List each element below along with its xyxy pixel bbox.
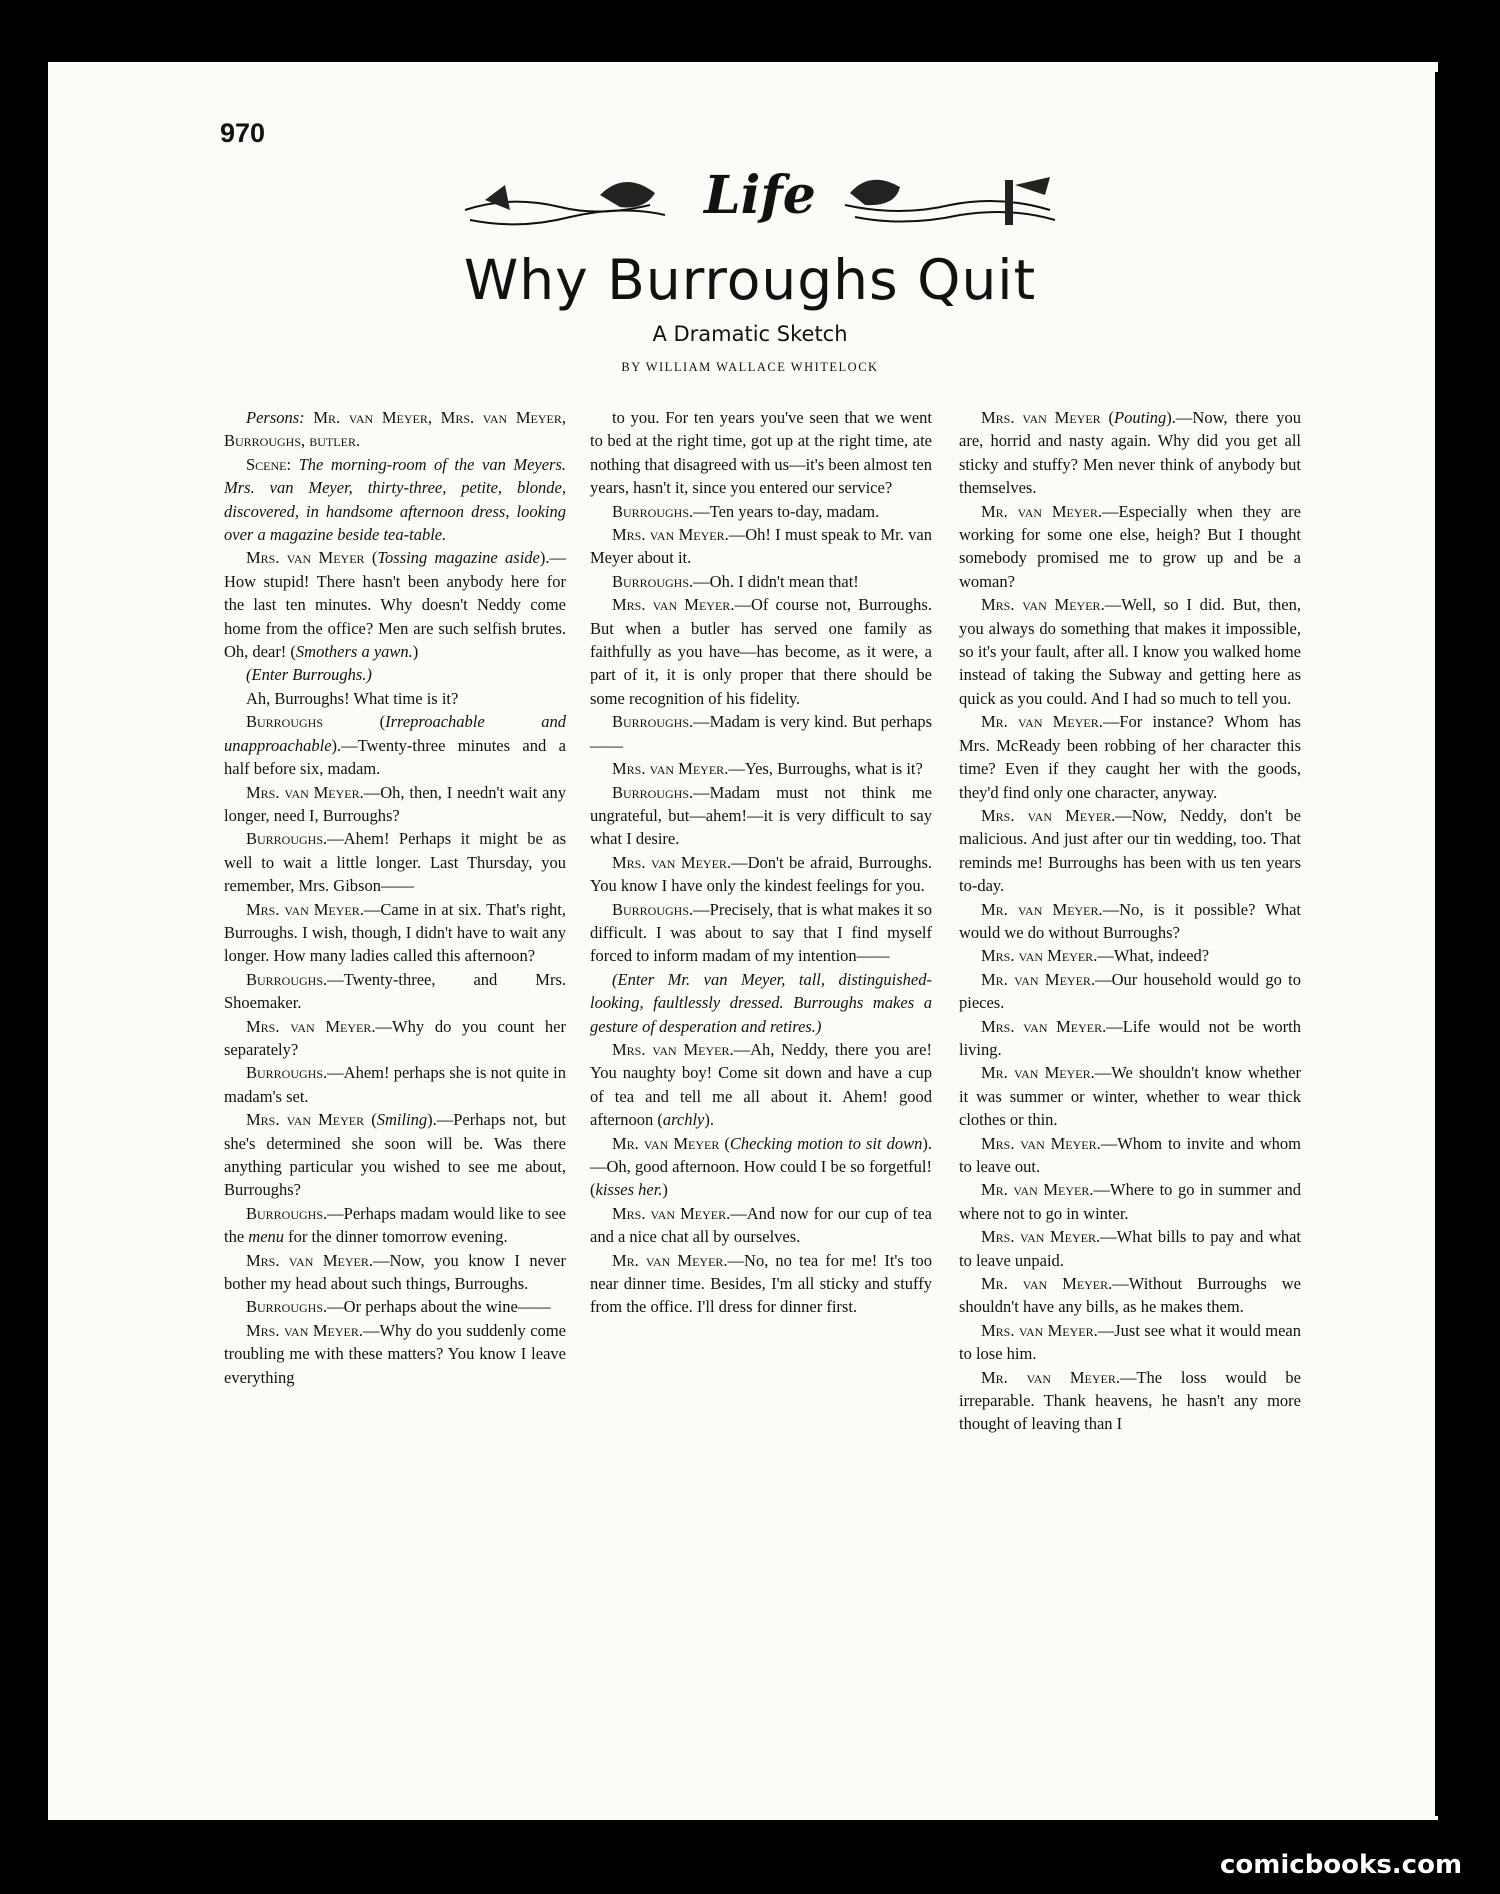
paragraph [224,968,566,1015]
paragraph [224,453,566,547]
text-run: Burroughs [246,1063,324,1083]
text-run: .—Oh! I must speak to Mr. van Meyer about it. [590,525,932,568]
text-run: ).—Twenty-three minutes and a half before six, madam. [224,735,566,779]
paragraph [590,523,932,570]
text-run: Tossing magazine aside [377,548,540,568]
paragraph [590,593,932,710]
paragraph [224,687,566,710]
text-run: (Enter Burroughs.) [246,665,372,685]
text-run: .—No, is it possible? What would we do without Burroughs? [959,899,1301,942]
paragraph [590,1132,932,1202]
text-run: .—Now, Neddy, don't be malicious. And just after our tin wedding, too. That reminds me! Burroughs has been with us ten years to-day. [959,805,1301,896]
text-run: ( [364,548,378,568]
text-run: Mrs. van Meyer [612,852,727,872]
text-run: Mrs. van Meyer [246,899,360,919]
text-run: Mr. van Meyer [612,1133,720,1153]
text-run: .—What, indeed? [1093,946,1210,966]
paragraph [224,1295,566,1318]
text-run: Mrs. van Meyer [246,782,360,802]
text-run: Mrs. van Meyer [246,548,365,568]
text-run: .—Of course not, Burroughs. But when a butler has served one family as faithfully as you have—has become, as it were, a part of it, it is only proper that there should be some recognition of his fidelity. [590,595,932,708]
text-run: Mrs. van Meyer [612,759,725,779]
text-run: Smiling [376,1110,428,1130]
paragraph [959,710,1301,804]
text-run: Burroughs [246,712,324,732]
text-run: .—Don't be afraid, Burroughs. You know I have only the kindest feelings for you. [590,852,932,896]
text-run: , [427,408,441,427]
text-run: .—Now, you know I never bother my head about such things, Burroughs. [224,1250,566,1294]
paragraph [590,781,932,851]
paragraph [959,944,1301,967]
text-run: Pouting [1114,408,1167,427]
watermark: comicbooks.com [1220,1850,1463,1880]
text-run: Irreproachable and unapproachable [224,712,566,755]
paragraph [959,406,1301,500]
text-run: archly [662,1110,705,1130]
paragraph [224,1061,566,1108]
paragraph [590,757,932,780]
paragraph [959,1061,1301,1131]
text-run: .—What bills to pay and what to leave unpaid. [959,1227,1301,1270]
text-run: .—Ahem! Perhaps it might be as well to wait a little longer. Last Thursday, you remember, Mrs. Gibson—— [224,829,566,896]
text-run: .—Life would not be worth living. [959,1016,1301,1059]
article-title: Why Burroughs Quit [463,248,1037,312]
text-run: Burroughs [246,1297,324,1317]
paragraph [590,968,932,1038]
text-run: .—Without Burroughs we shouldn't have any bills, as he makes them. [959,1274,1301,1317]
text-run: Mrs. van Meyer [246,1320,359,1340]
text-run: Smothers a yawn. [295,642,413,662]
paragraph [224,781,566,828]
text-column-2 [590,406,932,1319]
paragraph [590,1038,932,1132]
paragraph [590,710,932,757]
text-run: Mrs. van Meyer [246,1016,372,1036]
text-run: Burroughs [612,782,690,802]
text-run: Burroughs [612,501,690,521]
text-run: Burroughs [224,431,302,451]
paragraph [224,898,566,968]
text-run: Mr. van Meyer [981,1274,1109,1294]
paragraph [224,406,566,453]
text-run: .—Perhaps madam would like to see the [224,1203,566,1247]
text-run: .—Why do you suddenly come troubling me with these matters? You know I leave everything [224,1320,566,1387]
text-run: ) [662,1180,668,1200]
text-run [291,455,299,474]
text-run: .—Well, so I did. But, then, you always do something that makes it impossible, so it's your fault, after all. I know you walked home instead of taking the Subway and getting here as quick as you could. And I had so much to tell you. [959,595,1301,708]
text-run: .—Precisely, that is what makes it so difficult. I was about to say that I find myself forced to inform madam of my intention—— [590,899,932,966]
text-run: to you. For ten years you've seen that we went to bed at the right time, got up at the right time, ate nothing that disagreed with us—it's been almost ten years, hasn't it, since you entered our service? [590,408,932,498]
text-run: ).—How stupid! There hasn't been anybody here for the last ten minutes. Why doesn't Neddy come home from the office? Men are such selfish brutes. Oh, dear! ( [224,548,567,662]
text-run: .—Ahem! perhaps she is not quite in madam's set. [224,1063,566,1106]
text-run: Mr. van Meyer [981,1180,1090,1200]
paragraph [224,827,566,897]
text-run: .—Oh. I didn't mean that! [689,571,859,591]
text-run: .—The loss would be irreparable. Thank heavens, he hasn't any more thought of leaving than I [959,1367,1301,1434]
text-run: Mr. van Meyer [981,712,1099,732]
text-run: .—Came in at six. That's right, Burroughs. I wish, though, I didn't have to wait any longer. How many ladies called this afternoon? [224,899,566,966]
paragraph [224,1249,566,1296]
paragraph [959,593,1301,710]
text-run: Ah, Burroughs! What time is it? [246,688,459,708]
paragraph [959,804,1301,898]
text-run: .—And now for our cup of tea and a nice chat all by ourselves. [590,1203,932,1247]
text-run: Mrs. van Meyer [981,1227,1096,1247]
masthead-life: Life [704,165,816,226]
paragraph [590,1202,932,1249]
text-run: .—Madam is very kind. But perhaps—— [590,712,932,755]
text-run: ). [704,1110,715,1130]
paragraph [959,1015,1301,1062]
paragraph [959,1132,1301,1179]
text-run: Mr. van Meyer [313,408,428,427]
text-run: .—Ah, Neddy, there you are! You naughty boy! Come sit down and have a cup of tea and tell me all about it. Ahem! good afternoon ( [590,1039,932,1130]
text-run: ( [323,712,386,732]
paragraph [590,406,932,500]
text-run: Mrs. van Meyer [612,525,725,545]
paragraph [590,570,932,593]
text-run: , [561,408,566,427]
text-run: Mrs. van Meyer [440,408,562,427]
text-run: Burroughs [612,899,690,919]
text-run: Mr. van Meyer [612,1250,724,1270]
text-run: .—Just see what it would mean to lose him. [959,1320,1301,1364]
paragraph [224,1319,566,1389]
text-run: Mrs. van Meyer [981,595,1101,615]
paragraph [959,968,1301,1015]
text-run: .—Our household would go to pieces. [959,969,1301,1013]
text-run: , [301,431,310,451]
text-run: Burroughs [246,829,324,849]
text-run: Mrs. van Meyer [612,595,731,615]
text-run: kisses her. [595,1180,663,1200]
text-column-1 [224,406,566,1389]
text-run: .—Or perhaps about the wine—— [323,1297,551,1317]
text-run: ).—Now, there you are, horrid and nasty again. Why did you get all sticky and stuffy? Men never think of anybody but themselves. [959,408,1302,498]
text-run: .—Madam must not think me ungrateful, but—ahem!—it is very difficult to say what I desire. [590,782,932,849]
paragraph [959,1225,1301,1272]
text-run: Persons: [246,408,305,427]
text-run: Burroughs [246,1203,324,1223]
text-run: Mr. van Meyer [981,1063,1091,1083]
life-masthead [450,165,1070,245]
paragraph [959,1272,1301,1319]
text-run: ) [412,642,419,662]
text-run: ( [719,1133,730,1153]
paragraph [224,1202,566,1249]
text-run: ( [364,1110,377,1130]
text-run: .—Oh, then, I needn't wait any longer, need I, Burroughs? [224,782,566,825]
text-run: Mrs. van Meyer [246,1250,369,1270]
text-run: Burroughs [246,969,324,989]
text-run: ( [1100,408,1115,427]
page-number: 970 [220,118,266,148]
paragraph [224,1108,566,1202]
text-run: .—Especially when they are working for some one else, heigh? But I thought somebody promised me to grow up and be a woman? [959,501,1301,591]
paragraph [959,1178,1301,1225]
text-run: The morning-room of the van Meyers. Mrs. van Meyer, thirty-three, petite, blonde, discovered, in handsome afternoon dress, looking over a magazine beside tea-table. [224,454,567,545]
text-run: Mrs. van Meyer [246,1110,365,1130]
text-run: Mr. van Meyer [981,1367,1116,1387]
text-run: Scene: [246,454,292,474]
text-run: .—Twenty-three, and Mrs. Shoemaker. [224,969,566,1013]
paragraph [959,1319,1301,1366]
paragraph [590,500,932,523]
text-run: Checking motion to sit down [729,1133,923,1153]
text-run: for the dinner tomorrow evening. [284,1227,508,1247]
facing-page-edge [1432,72,1449,1816]
paragraph [590,898,932,968]
text-run: Mr. van Meyer [981,501,1098,521]
text-run: .—We shouldn't know whether it was summer or winter, whether to wear thick clothes or thin. [959,1063,1301,1130]
text-run: Burroughs [612,571,690,591]
paragraph [224,546,566,663]
paragraph [959,500,1301,594]
text-run: Mrs. van Meyer [612,1039,730,1059]
text-run: .—Yes, Burroughs, what is it? [724,759,923,779]
text-run: .—No, no tea for me! It's too near dinner time. Besides, I'm all sticky and stuffy from the office. I'll dress for dinner first. [590,1250,932,1317]
text-run: .—Why do you count her separately? [224,1016,566,1059]
text-run: .—Whom to invite and whom to leave out. [959,1133,1301,1176]
text-run: Mrs. van Meyer [981,408,1101,427]
paragraph [224,663,566,686]
text-column-3 [959,406,1301,1436]
paragraph [959,898,1301,945]
text-run: .—For instance? Whom has Mrs. McReady been robbing of her character this time? Even if they caught her with the goods, they'd find only one character, anyway. [959,712,1301,802]
text-run: Mrs. van Meyer [612,1203,727,1223]
text-run: Mrs. van Meyer [981,946,1094,966]
paragraph [959,1366,1301,1436]
text-run: ).—Oh, good afternoon. How could I be so forgetful! ( [590,1133,932,1200]
text-run: (Enter Mr. van Meyer, tall, distinguished-looking, faultlessly dressed. Burroughs makes a gesture of desperation and retires.) [590,969,932,1036]
paragraph [590,1249,932,1319]
byline: BY WILLIAM WALLACE WHITELOCK [621,360,879,374]
article-subtitle: A Dramatic Sketch [652,322,848,346]
text-run: butler. [309,431,361,451]
text-run: Burroughs [612,712,690,732]
paragraph [224,1015,566,1062]
text-run: menu [248,1227,285,1247]
text-run: ).—Perhaps not, but she's determined she soon will be. Was there anything particular you wished to see me about, Burroughs? [224,1110,566,1200]
text-run: Mrs. van Meyer [981,1016,1103,1036]
text-run: .—Ten years to-day, madam. [689,501,880,521]
paragraph [590,851,932,898]
text-run: Mr. van Meyer [981,969,1091,989]
text-run: Mr. van Meyer [981,899,1099,919]
text-run: .—Where to go in summer and where not to go in winter. [959,1180,1301,1223]
text-run: Mrs. van Meyer [981,1133,1097,1153]
text-run: Mrs. van Meyer [981,805,1112,825]
paragraph [224,710,566,780]
text-run: Mrs. van Meyer [981,1320,1094,1340]
